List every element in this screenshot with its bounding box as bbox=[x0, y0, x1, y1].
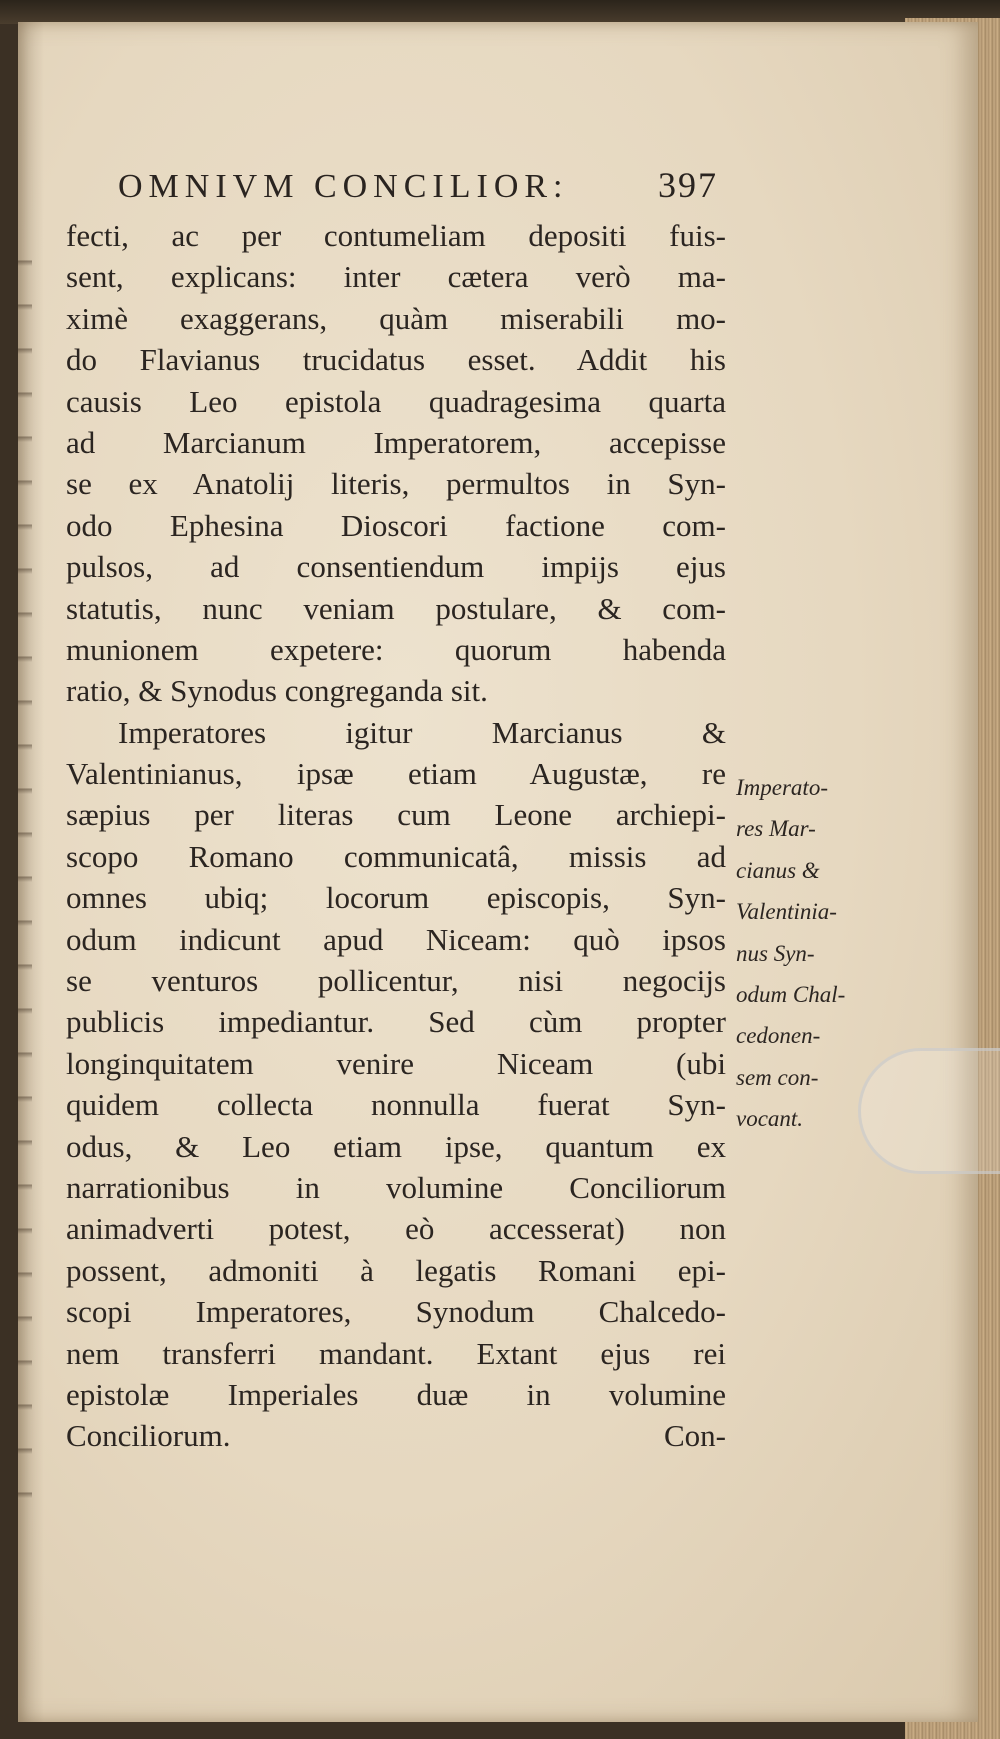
text-line: scopo Romano communicatâ, missis ad bbox=[66, 838, 726, 874]
margin-note-line: res Mar- bbox=[736, 816, 816, 842]
body-text bbox=[66, 215, 726, 1457]
text-line: causis Leo epistola quadragesima quarta bbox=[66, 383, 726, 419]
text-line: sent, explicans: inter cætera verò ma- bbox=[66, 259, 726, 295]
text-line: longinquitatem venire Niceam (ubi bbox=[66, 1045, 726, 1081]
text-line: possent, admoniti à legatis Romani epi- bbox=[66, 1252, 726, 1288]
catchword: Con- bbox=[664, 1418, 726, 1454]
text-line: narrationibus in volumine Conciliorum bbox=[66, 1169, 726, 1205]
text-line: Valentinianus, ipsæ etiam Augustæ, re bbox=[66, 756, 726, 792]
page-clip-bookmark bbox=[858, 1048, 1000, 1174]
margin-note-line: cianus & bbox=[736, 857, 820, 883]
text-line: quidem collecta nonnulla fuerat Syn- bbox=[66, 1087, 726, 1123]
text-line: do Flavianus trucidatus esset. Addit his bbox=[66, 342, 726, 378]
text-line: munionem expetere: quorum habenda bbox=[66, 631, 726, 667]
text-line: sæpius per literas cum Leone archiepi- bbox=[66, 797, 726, 833]
text-line: publicis impediantur. Sed cùm propter bbox=[66, 1004, 726, 1040]
margin-note-line: nus Syn- bbox=[736, 940, 815, 966]
page-number: 397 bbox=[658, 165, 718, 205]
text-line: epistolæ Imperiales duæ in volumine bbox=[66, 1376, 726, 1412]
binding-marks bbox=[18, 222, 32, 1522]
text-line: pulsos, ad consentiendum impijs ejus bbox=[66, 549, 726, 585]
text-line: ratio, & Synodus congreganda sit. bbox=[66, 673, 488, 709]
text-line: ad Marcianum Imperatorem, accepisse bbox=[66, 424, 726, 460]
text-line: Imperatores igitur Marcianus & bbox=[118, 714, 726, 750]
text-line: animadverti potest, eò accesserat) non bbox=[66, 1211, 726, 1247]
text-line: omnes ubiq; locorum episcopis, Syn- bbox=[66, 880, 726, 916]
text-line: fecti, ac per contumeliam depositi fuis- bbox=[66, 218, 726, 253]
margin-note-line: vocant. bbox=[736, 1106, 804, 1132]
text-line: ximè exaggerans, quàm miserabili mo- bbox=[66, 300, 726, 336]
margin-note-line: Imperato- bbox=[736, 775, 828, 800]
margin-note-line: Valentinia- bbox=[736, 899, 837, 925]
text-line: scopi Imperatores, Synodum Chalcedo- bbox=[66, 1294, 726, 1330]
closing-word: Conciliorum. bbox=[66, 1418, 231, 1454]
margin-note-line: sem con- bbox=[736, 1064, 819, 1090]
running-title: OMNIVM CONCILIOR: bbox=[118, 168, 569, 205]
margin-note-line: cedonen- bbox=[736, 1023, 821, 1049]
text-line: se venturos pollicentur, nisi negocijs bbox=[66, 963, 726, 999]
text-line: odo Ephesina Dioscori factione com- bbox=[66, 507, 726, 543]
book-page bbox=[18, 22, 978, 1722]
text-line: se ex Anatolij literis, permultos in Syn- bbox=[66, 466, 726, 502]
text-line: odus, & Leo etiam ipse, quantum ex bbox=[66, 1128, 726, 1164]
text-line: nem transferri mandant. Extant ejus rei bbox=[66, 1335, 726, 1371]
text-line: odum indicunt apud Niceam: quò ipsos bbox=[66, 921, 726, 957]
margin-note-line: odum Chal- bbox=[736, 981, 846, 1007]
running-header bbox=[118, 162, 718, 210]
text-line bbox=[66, 1415, 726, 1456]
book-top-edge bbox=[0, 0, 1000, 24]
text-line: statutis, nunc veniam postulare, & com- bbox=[66, 590, 726, 626]
